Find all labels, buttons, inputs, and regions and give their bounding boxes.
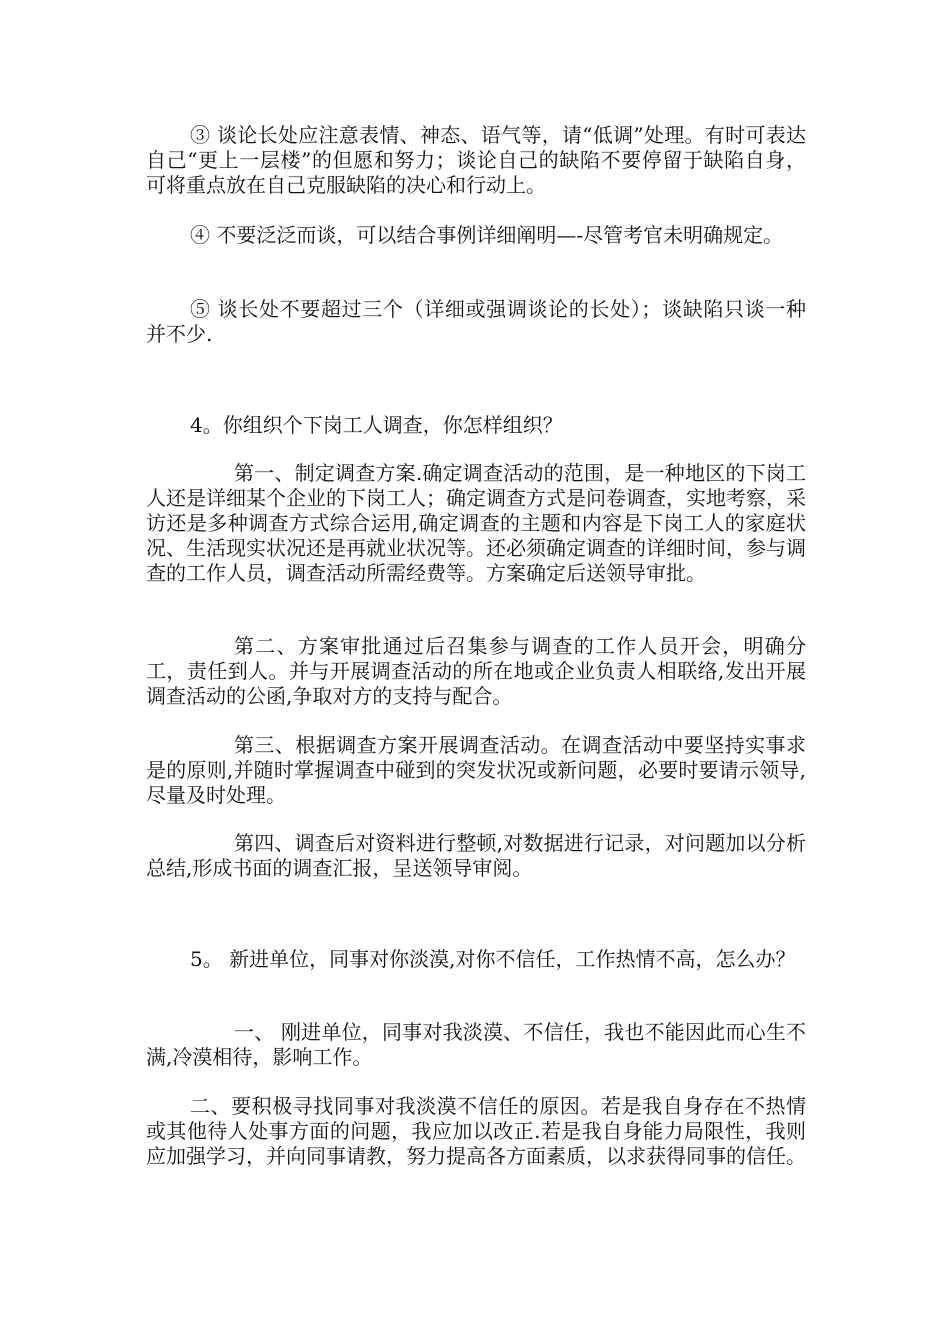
paragraph-point-3: ③ 谈论长处应注意表情、神态、语气等，请“低调”处理。有时可表达自己“更上一层楼”的但愿和努力；谈论自己的缺陷不要停留于缺陷自身，可将重点放在自己克服缺陷的决心和行动上。 <box>146 123 806 197</box>
question-4-step-2: 第二、方案审批通过后召集参与调查的工作人员开会，明确分工，责任到人。并与开展调查活动的所在地或企业负责人相联络,发出开展调查活动的公函,争取对方的支持与配合。 <box>146 634 806 708</box>
question-5-heading: 5。 新进单位，同事对你淡漠,对你不信任，工作热情不高，怎么办？ <box>190 947 796 971</box>
question-5-answer-1: 一、 刚进单位，同事对我淡漠、不信任，我也不能因此而心生不满,冷漠相待，影响工作。 <box>146 1020 806 1069</box>
paragraph-point-4: ④ 不要泛泛而谈，可以结合事例详细阐明—-尽管考官未明确规定。 <box>190 223 784 247</box>
question-4-step-1: 第一、制定调查方案.确定调查活动的范围，是一种地区的下岗工人还是详细某个企业的下岗工人；确定调查方式是问卷调查，实地考察，采访还是多种调查方式综合运用,确定调查的主题和内容是下岗工人的家庭状况、生活现实状况还是再就业状况等。还必须确定调查的详细时间，参与调查的工作人员，调查活动所需经费等。方案确定后送领导审批。 <box>146 461 806 585</box>
question-4-step-3: 第三、根据调查方案开展调查活动。在调查活动中要坚持实事求是的原则,并随时掌握调查中碰到的突发状况或新问题，必要时要请示领导,尽量及时处理。 <box>146 733 806 807</box>
paragraph-point-5: ⑤ 谈长处不要超过三个（详细或强调谈论的长处）；谈缺陷只谈一种并不少. <box>146 297 806 346</box>
question-5-answer-2: 二、要积极寻找同事对我淡漠不信任的原因。若是我自身存在不热情或其他待人处事方面的问题，我应加以改正.若是我自身能力局限性，我则应加强学习，并向同事请教，努力提高各方面素质，以求获得同事的信任。 <box>146 1094 806 1168</box>
question-4-step-4: 第四、调查后对资料进行整顿,对数据进行记录，对问题加以分析总结,形成书面的调查汇报，呈送领导审阅。 <box>146 831 806 880</box>
question-4-heading: 4。你组织个下岗工人调查，你怎样组织？ <box>190 413 563 437</box>
